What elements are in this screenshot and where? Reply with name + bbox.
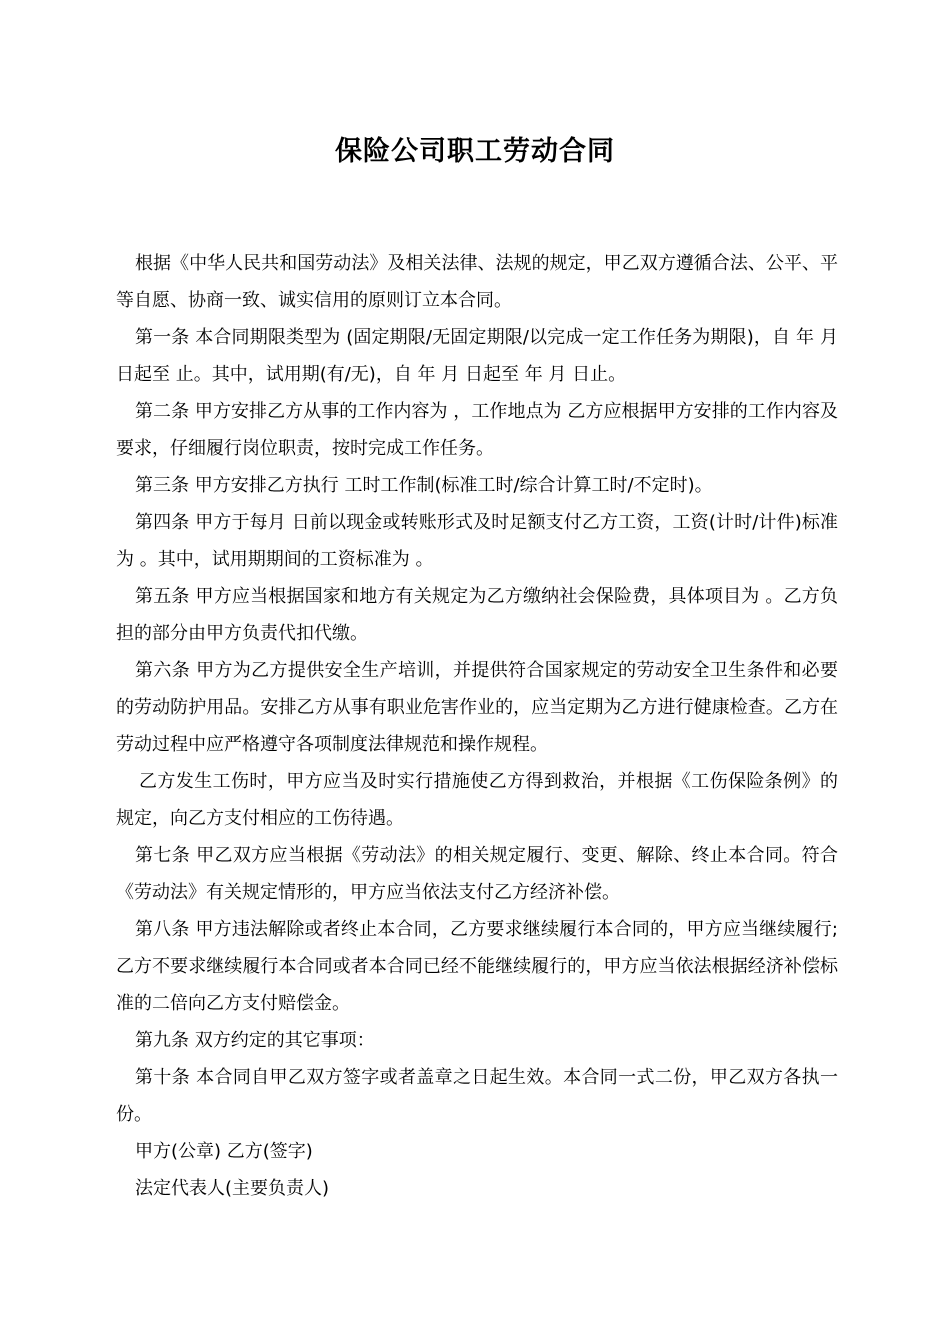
article-2-paragraph: 第二条 甲方安排乙方从事的工作内容为 ，工作地点为 乙方应根据甲方安排的工作内容及要求，仔细履行岗位职责，按时完成工作任务。 [116, 401, 838, 459]
article-9-paragraph: 第九条 双方约定的其它事项： [135, 1030, 375, 1051]
signature-parties-line: 甲方(公章) 乙方(签字) [135, 1141, 313, 1162]
document-title: 保险公司职工劳动合同 [335, 136, 615, 167]
article-6-paragraph: 第六条 甲方为乙方提供安全生产培训，并提供符合国家规定的劳动安全卫生条件和必要的劳动防护用品。安排乙方从事有职业危害作业的，应当定期为乙方进行健康检查。乙方在劳动过程中应严格遵守各项制度法律规范和操作规程。 [116, 660, 838, 755]
article-10-paragraph: 第十条 本合同自甲乙双方签字或者盖章之日起生效。本合同一式二份，甲乙双方各执一份。 [116, 1067, 838, 1125]
article-7-paragraph: 第七条 甲乙双方应当根据《劳动法》的相关规定履行、变更、解除、终止本合同。符合《劳动法》有关规定情形的，甲方应当依法支付乙方经济补偿。 [116, 845, 838, 903]
article-5-paragraph: 第五条 甲方应当根据国家和地方有关规定为乙方缴纳社会保险费，具体项目为 。乙方负担的部分由甲方负责代扣代缴。 [116, 586, 838, 644]
legal-representative-line: 法定代表人(主要负责人) [135, 1178, 330, 1199]
preamble-paragraph: 根据《中华人民共和国劳动法》及相关法律、法规的规定，甲乙双方遵循合法、公平、平等自愿、协商一致、诚实信用的原则订立本合同。 [116, 253, 838, 311]
article-1-paragraph: 第一条 本合同期限类型为 (固定期限/无固定期限/以完成一定工作任务为期限)，自 年 月 日起至 止。其中，试用期(有/无)，自 年 月 日起至 年 月 日止。 [116, 327, 838, 385]
article-8-paragraph: 第八条 甲方违法解除或者终止本合同，乙方要求继续履行本合同的，甲方应当继续履行;乙方不要求继续履行本合同或者本合同已经不能继续履行的，甲方应当依法根据经济补偿标准的二倍向乙方支付赔偿金。 [116, 919, 838, 1014]
article-3-paragraph: 第三条 甲方安排乙方执行 工时工作制(标准工时/综合计算工时/不定时)。 [135, 475, 713, 496]
article-4-paragraph: 第四条 甲方于每月 日前以现金或转账形式及时足额支付乙方工资，工资(计时/计件)标准为 。其中，试用期期间的工资标准为 。 [116, 512, 838, 570]
work-injury-paragraph: 乙方发生工伤时，甲方应当及时实行措施使乙方得到救治，并根据《工伤保险条例》的规定，向乙方支付相应的工伤待遇。 [116, 771, 838, 829]
document-body [116, 245, 838, 1207]
